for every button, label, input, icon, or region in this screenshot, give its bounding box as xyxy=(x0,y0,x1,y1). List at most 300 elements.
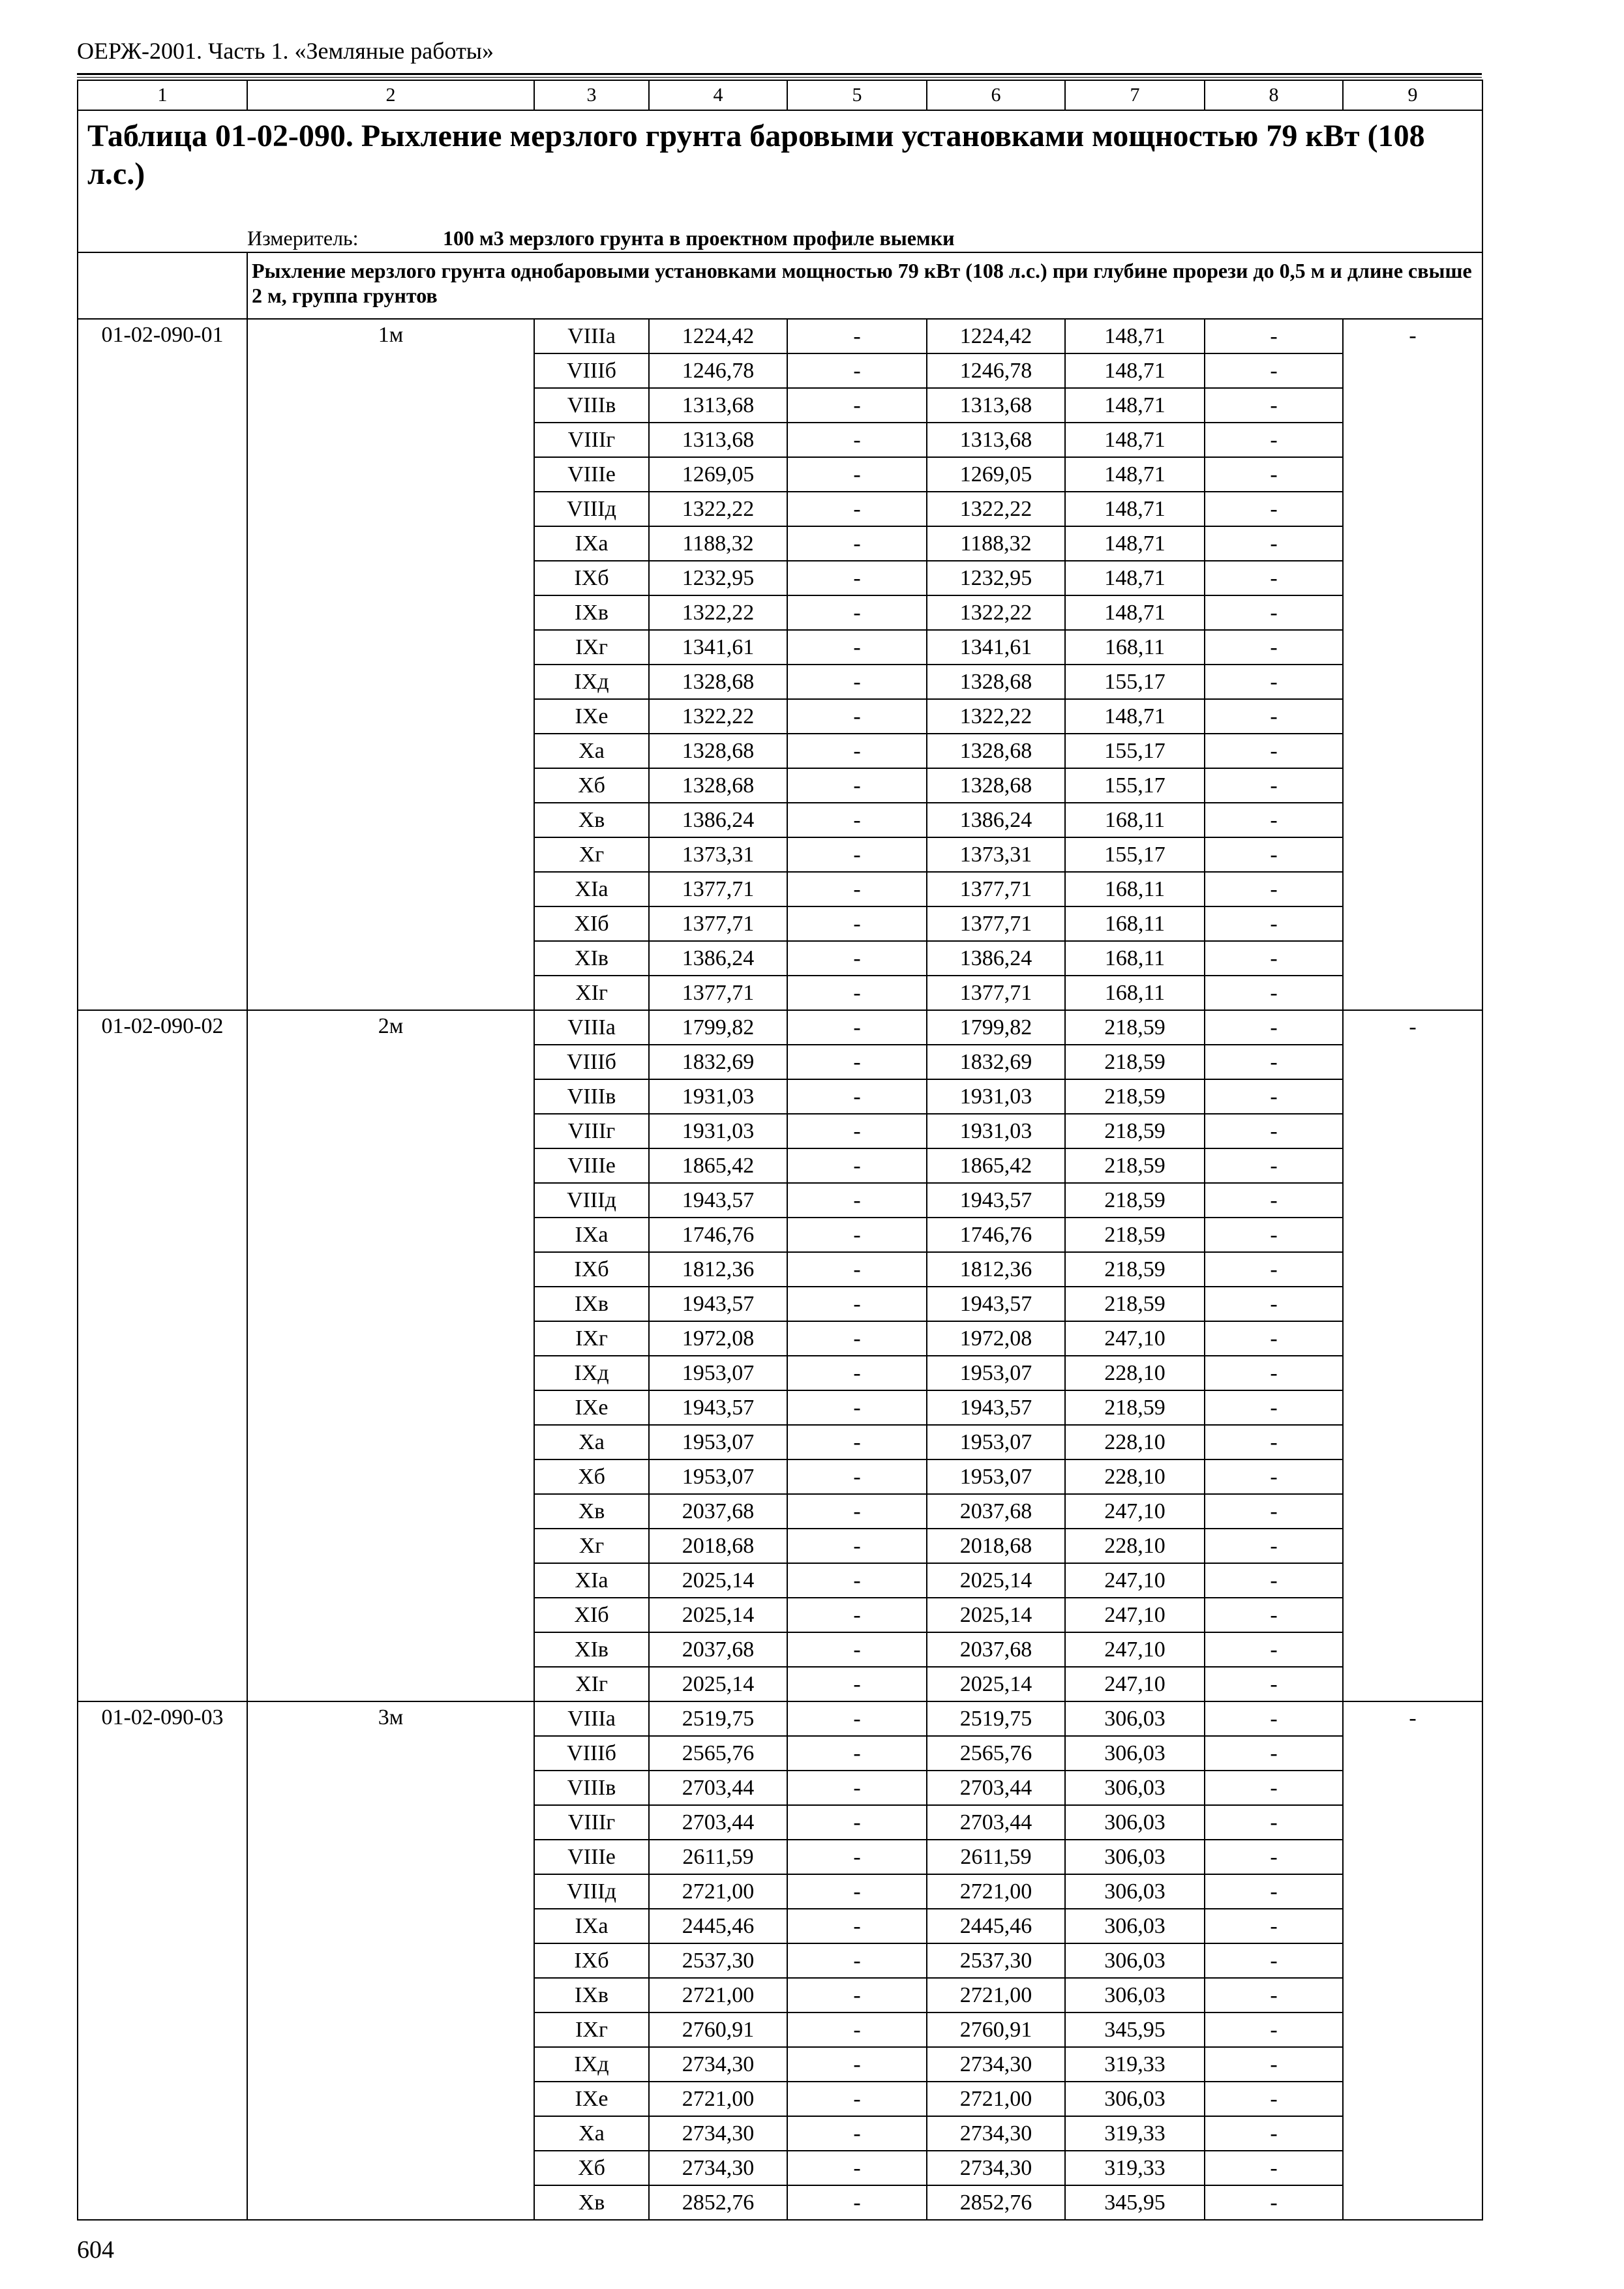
total-cost-cell: 1246,78 xyxy=(649,353,787,388)
col6-cell: 1386,24 xyxy=(927,941,1065,976)
col8-cell: - xyxy=(1205,1494,1343,1529)
column-number: 6 xyxy=(927,80,1065,110)
col6-cell: 1943,57 xyxy=(927,1390,1065,1425)
col8-cell: - xyxy=(1205,768,1343,803)
soil-group-cell: XIб xyxy=(534,1598,649,1632)
total-cost-cell: 2734,30 xyxy=(649,2047,787,2082)
col7-cell: 306,03 xyxy=(1065,1805,1205,1840)
col5-cell: - xyxy=(787,768,927,803)
col5-cell: - xyxy=(787,1218,927,1252)
col8-cell: - xyxy=(1205,492,1343,526)
soil-group-cell: XIг xyxy=(534,976,649,1010)
total-cost-cell: 2037,68 xyxy=(649,1632,787,1667)
soil-group-cell: VIIIв xyxy=(534,1771,649,1805)
col5-cell: - xyxy=(787,1632,927,1667)
total-cost-cell: 2721,00 xyxy=(649,1978,787,2012)
col5-cell: - xyxy=(787,1252,927,1287)
running-title: ОЕРЖ-2001. Часть 1. «Земляные работы» xyxy=(77,38,494,64)
col8-cell: - xyxy=(1205,319,1343,353)
col8-cell: - xyxy=(1205,1771,1343,1805)
col6-cell: 1269,05 xyxy=(927,457,1065,492)
soil-group-cell: VIIIа xyxy=(534,1010,649,1045)
col8-cell: - xyxy=(1205,1045,1343,1079)
col6-cell: 2721,00 xyxy=(927,2082,1065,2116)
col5-cell: - xyxy=(787,1148,927,1183)
col6-cell: 1313,68 xyxy=(927,423,1065,457)
col7-cell: 218,59 xyxy=(1065,1010,1205,1045)
col6-cell: 1943,57 xyxy=(927,1183,1065,1218)
col8-cell: - xyxy=(1205,457,1343,492)
total-cost-cell: 1943,57 xyxy=(649,1390,787,1425)
rates-table xyxy=(77,80,1483,2221)
total-cost-cell: 1377,71 xyxy=(649,976,787,1010)
col8-cell: - xyxy=(1205,1425,1343,1459)
col7-cell: 155,17 xyxy=(1065,665,1205,699)
col7-cell: 148,71 xyxy=(1065,423,1205,457)
col5-cell: - xyxy=(787,2082,927,2116)
col8-cell: - xyxy=(1205,1529,1343,1563)
total-cost-cell: 1373,31 xyxy=(649,837,787,872)
col5-cell: - xyxy=(787,665,927,699)
col6-cell: 2734,30 xyxy=(927,2047,1065,2082)
col6-cell: 1322,22 xyxy=(927,595,1065,630)
col6-cell: 1377,71 xyxy=(927,976,1065,1010)
table-subtitle: Рыхление мерзлого грунта однобаровыми установками мощностью 79 кВт (108 л.с.) при глубине прорези до 0,5 м и длине свыше 2 м, группа грунтов xyxy=(252,259,1472,307)
col7-cell: 319,33 xyxy=(1065,2047,1205,2082)
col6-cell: 1328,68 xyxy=(927,734,1065,768)
total-cost-cell: 1377,71 xyxy=(649,872,787,906)
col7-cell: 247,10 xyxy=(1065,1563,1205,1598)
col5-cell: - xyxy=(787,1114,927,1148)
col5-cell: - xyxy=(787,457,927,492)
col5-cell: - xyxy=(787,423,927,457)
col5-cell: - xyxy=(787,1045,927,1079)
col6-cell: 2025,14 xyxy=(927,1563,1065,1598)
column-number: 2 xyxy=(247,80,534,110)
col8-cell: - xyxy=(1205,1701,1343,1736)
soil-group-cell: IXд xyxy=(534,665,649,699)
soil-group-cell: IXг xyxy=(534,2012,649,2047)
soil-group-cell: IXе xyxy=(534,699,649,734)
table-row xyxy=(78,1701,1482,1736)
unit-label: Измеритель: xyxy=(247,226,359,250)
col5-cell: - xyxy=(787,1390,927,1425)
soil-group-cell: Xа xyxy=(534,734,649,768)
table-row xyxy=(78,319,1482,353)
soil-group-cell: VIIIб xyxy=(534,1736,649,1771)
col8-cell: - xyxy=(1205,906,1343,941)
soil-group-cell: VIIIг xyxy=(534,1114,649,1148)
soil-group-cell: IXб xyxy=(534,561,649,595)
col6-cell: 1386,24 xyxy=(927,803,1065,837)
total-cost-cell: 1386,24 xyxy=(649,803,787,837)
col9-cell: - xyxy=(1343,1701,1482,2220)
soil-group-cell: XIв xyxy=(534,1632,649,1667)
col7-cell: 306,03 xyxy=(1065,1736,1205,1771)
total-cost-cell: 1224,42 xyxy=(649,319,787,353)
col7-cell: 155,17 xyxy=(1065,837,1205,872)
col6-cell: 1377,71 xyxy=(927,872,1065,906)
total-cost-cell: 2565,76 xyxy=(649,1736,787,1771)
col5-cell: - xyxy=(787,1529,927,1563)
soil-group-cell: XIа xyxy=(534,872,649,906)
total-cost-cell: 2025,14 xyxy=(649,1598,787,1632)
col7-cell: 319,33 xyxy=(1065,2116,1205,2151)
col5-cell: - xyxy=(787,1183,927,1218)
column-number: 9 xyxy=(1343,80,1482,110)
col5-cell: - xyxy=(787,2185,927,2220)
col7-cell: 247,10 xyxy=(1065,1321,1205,1356)
col6-cell: 1931,03 xyxy=(927,1114,1065,1148)
col6-cell: 1746,76 xyxy=(927,1218,1065,1252)
col8-cell: - xyxy=(1205,734,1343,768)
total-cost-cell: 1386,24 xyxy=(649,941,787,976)
col5-cell: - xyxy=(787,1356,927,1390)
col5-cell: - xyxy=(787,976,927,1010)
total-cost-cell: 2703,44 xyxy=(649,1805,787,1840)
col6-cell: 1328,68 xyxy=(927,665,1065,699)
col8-cell: - xyxy=(1205,665,1343,699)
col6-cell: 2734,30 xyxy=(927,2116,1065,2151)
soil-group-cell: VIIIд xyxy=(534,1874,649,1909)
col8-cell: - xyxy=(1205,2151,1343,2185)
soil-group-cell: IXа xyxy=(534,1218,649,1252)
col8-cell: - xyxy=(1205,561,1343,595)
col5-cell: - xyxy=(787,353,927,388)
col5-cell: - xyxy=(787,630,927,665)
column-number: 1 xyxy=(78,80,247,110)
total-cost-cell: 1953,07 xyxy=(649,1459,787,1494)
col8-cell: - xyxy=(1205,1840,1343,1874)
col5-cell: - xyxy=(787,872,927,906)
soil-group-cell: VIIIа xyxy=(534,319,649,353)
total-cost-cell: 2537,30 xyxy=(649,1943,787,1978)
col7-cell: 155,17 xyxy=(1065,734,1205,768)
col7-cell: 168,11 xyxy=(1065,906,1205,941)
page-number: 604 xyxy=(77,2236,114,2264)
col7-cell: 247,10 xyxy=(1065,1598,1205,1632)
col8-cell: - xyxy=(1205,1598,1343,1632)
soil-group-cell: VIIIв xyxy=(534,388,649,423)
soil-group-cell: VIIIе xyxy=(534,457,649,492)
col6-cell: 1232,95 xyxy=(927,561,1065,595)
soil-group-cell: IXе xyxy=(534,2082,649,2116)
col7-cell: 247,10 xyxy=(1065,1632,1205,1667)
col8-cell: - xyxy=(1205,1287,1343,1321)
col6-cell: 1931,03 xyxy=(927,1079,1065,1114)
col5-cell: - xyxy=(787,1909,927,1943)
col5-cell: - xyxy=(787,2116,927,2151)
col8-cell: - xyxy=(1205,837,1343,872)
rate-name: 1м xyxy=(247,319,534,1010)
total-cost-cell: 2025,14 xyxy=(649,1563,787,1598)
total-cost-cell: 1232,95 xyxy=(649,561,787,595)
col7-cell: 148,71 xyxy=(1065,526,1205,561)
col5-cell: - xyxy=(787,595,927,630)
soil-group-cell: Xб xyxy=(534,2151,649,2185)
header-rule xyxy=(77,73,1482,75)
col6-cell: 2037,68 xyxy=(927,1632,1065,1667)
soil-group-cell: VIIIг xyxy=(534,423,649,457)
soil-group-cell: VIIIб xyxy=(534,353,649,388)
col8-cell: - xyxy=(1205,1459,1343,1494)
total-cost-cell: 2703,44 xyxy=(649,1771,787,1805)
soil-group-cell: VIIIа xyxy=(534,1701,649,1736)
col8-cell: - xyxy=(1205,2012,1343,2047)
col6-cell: 1188,32 xyxy=(927,526,1065,561)
col7-cell: 218,59 xyxy=(1065,1079,1205,1114)
col7-cell: 306,03 xyxy=(1065,1701,1205,1736)
col5-cell: - xyxy=(787,1287,927,1321)
col7-cell: 247,10 xyxy=(1065,1667,1205,1701)
col6-cell: 2721,00 xyxy=(927,1874,1065,1909)
soil-group-cell: IXв xyxy=(534,1287,649,1321)
col6-cell: 2537,30 xyxy=(927,1943,1065,1978)
col7-cell: 345,95 xyxy=(1065,2185,1205,2220)
col7-cell: 218,59 xyxy=(1065,1252,1205,1287)
soil-group-cell: Xв xyxy=(534,1494,649,1529)
total-cost-cell: 2734,30 xyxy=(649,2151,787,2185)
soil-group-cell: XIв xyxy=(534,941,649,976)
col7-cell: 218,59 xyxy=(1065,1218,1205,1252)
col7-cell: 306,03 xyxy=(1065,1943,1205,1978)
col6-cell: 1972,08 xyxy=(927,1321,1065,1356)
col5-cell: - xyxy=(787,2012,927,2047)
soil-group-cell: Xв xyxy=(534,803,649,837)
col6-cell: 2734,30 xyxy=(927,2151,1065,2185)
subtitle-row xyxy=(78,252,1482,319)
total-cost-cell: 2721,00 xyxy=(649,2082,787,2116)
col7-cell: 148,71 xyxy=(1065,492,1205,526)
col5-cell: - xyxy=(787,699,927,734)
soil-group-cell: IXб xyxy=(534,1943,649,1978)
col5-cell: - xyxy=(787,1598,927,1632)
col8-cell: - xyxy=(1205,630,1343,665)
col5-cell: - xyxy=(787,526,927,561)
col8-cell: - xyxy=(1205,976,1343,1010)
soil-group-cell: VIIIд xyxy=(534,492,649,526)
soil-group-cell: VIIIе xyxy=(534,1840,649,1874)
total-cost-cell: 1799,82 xyxy=(649,1010,787,1045)
col8-cell: - xyxy=(1205,1390,1343,1425)
col7-cell: 319,33 xyxy=(1065,2151,1205,2185)
soil-group-cell: VIIIг xyxy=(534,1805,649,1840)
col8-cell: - xyxy=(1205,1183,1343,1218)
col6-cell: 1832,69 xyxy=(927,1045,1065,1079)
total-cost-cell: 1328,68 xyxy=(649,768,787,803)
col5-cell: - xyxy=(787,1736,927,1771)
table-title-row xyxy=(78,110,1482,224)
col7-cell: 218,59 xyxy=(1065,1114,1205,1148)
col6-cell: 2519,75 xyxy=(927,1701,1065,1736)
col8-cell: - xyxy=(1205,1943,1343,1978)
soil-group-cell: IXа xyxy=(534,526,649,561)
col8-cell: - xyxy=(1205,941,1343,976)
col6-cell: 1328,68 xyxy=(927,768,1065,803)
col8-cell: - xyxy=(1205,1632,1343,1667)
total-cost-cell: 1865,42 xyxy=(649,1148,787,1183)
soil-group-cell: IXг xyxy=(534,630,649,665)
soil-group-cell: XIа xyxy=(534,1563,649,1598)
col7-cell: 148,71 xyxy=(1065,319,1205,353)
soil-group-cell: Xб xyxy=(534,1459,649,1494)
col8-cell: - xyxy=(1205,526,1343,561)
col7-cell: 306,03 xyxy=(1065,1771,1205,1805)
soil-group-cell: IXб xyxy=(534,1252,649,1287)
col6-cell: 1953,07 xyxy=(927,1356,1065,1390)
table-title: Таблица 01-02-090. Рыхление мерзлого грунта баровыми установками мощностью 79 кВт (108 л.с.) xyxy=(87,119,1425,191)
col8-cell: - xyxy=(1205,2082,1343,2116)
col8-cell: - xyxy=(1205,1909,1343,1943)
col6-cell: 1953,07 xyxy=(927,1425,1065,1459)
col7-cell: 168,11 xyxy=(1065,976,1205,1010)
table-body xyxy=(78,80,1482,2220)
col8-cell: - xyxy=(1205,1218,1343,1252)
soil-group-cell: VIIIв xyxy=(534,1079,649,1114)
soil-group-cell: VIIIд xyxy=(534,1183,649,1218)
col6-cell: 1943,57 xyxy=(927,1287,1065,1321)
col7-cell: 306,03 xyxy=(1065,1874,1205,1909)
total-cost-cell: 1322,22 xyxy=(649,595,787,630)
column-number: 5 xyxy=(787,80,927,110)
col5-cell: - xyxy=(787,837,927,872)
col6-cell: 2852,76 xyxy=(927,2185,1065,2220)
col6-cell: 1322,22 xyxy=(927,699,1065,734)
soil-group-cell: IXв xyxy=(534,595,649,630)
total-cost-cell: 2760,91 xyxy=(649,2012,787,2047)
col8-cell: - xyxy=(1205,1356,1343,1390)
col7-cell: 148,71 xyxy=(1065,561,1205,595)
col5-cell: - xyxy=(787,1805,927,1840)
soil-group-cell: IXв xyxy=(534,1978,649,2012)
col8-cell: - xyxy=(1205,1114,1343,1148)
rate-code: 01-02-090-02 xyxy=(78,1010,247,1701)
col9-cell: - xyxy=(1343,1010,1482,1701)
col8-cell: - xyxy=(1205,2185,1343,2220)
col7-cell: 168,11 xyxy=(1065,941,1205,976)
col5-cell: - xyxy=(787,2047,927,2082)
col7-cell: 218,59 xyxy=(1065,1045,1205,1079)
col7-cell: 218,59 xyxy=(1065,1148,1205,1183)
soil-group-cell: IXа xyxy=(534,1909,649,1943)
col7-cell: 306,03 xyxy=(1065,1978,1205,2012)
col6-cell: 2565,76 xyxy=(927,1736,1065,1771)
total-cost-cell: 1377,71 xyxy=(649,906,787,941)
col6-cell: 1812,36 xyxy=(927,1252,1065,1287)
col6-cell: 2721,00 xyxy=(927,1978,1065,2012)
soil-group-cell: XIг xyxy=(534,1667,649,1701)
total-cost-cell: 1746,76 xyxy=(649,1218,787,1252)
col7-cell: 306,03 xyxy=(1065,1840,1205,1874)
col6-cell: 1799,82 xyxy=(927,1010,1065,1045)
col8-cell: - xyxy=(1205,872,1343,906)
soil-group-cell: XIб xyxy=(534,906,649,941)
col7-cell: 247,10 xyxy=(1065,1494,1205,1529)
col5-cell: - xyxy=(787,1321,927,1356)
soil-group-cell: Xг xyxy=(534,837,649,872)
col8-cell: - xyxy=(1205,595,1343,630)
total-cost-cell: 1322,22 xyxy=(649,492,787,526)
col5-cell: - xyxy=(787,1494,927,1529)
col5-cell: - xyxy=(787,319,927,353)
col6-cell: 2025,14 xyxy=(927,1667,1065,1701)
col7-cell: 306,03 xyxy=(1065,1909,1205,1943)
soil-group-cell: IXе xyxy=(534,1390,649,1425)
rate-code: 01-02-090-03 xyxy=(78,1701,247,2220)
col5-cell: - xyxy=(787,734,927,768)
col8-cell: - xyxy=(1205,1874,1343,1909)
total-cost-cell: 2852,76 xyxy=(649,2185,787,2220)
col6-cell: 1224,42 xyxy=(927,319,1065,353)
total-cost-cell: 2519,75 xyxy=(649,1701,787,1736)
col6-cell: 2018,68 xyxy=(927,1529,1065,1563)
col8-cell: - xyxy=(1205,2116,1343,2151)
total-cost-cell: 1832,69 xyxy=(649,1045,787,1079)
col6-cell: 2611,59 xyxy=(927,1840,1065,1874)
total-cost-cell: 2611,59 xyxy=(649,1840,787,1874)
col6-cell: 1953,07 xyxy=(927,1459,1065,1494)
col5-cell: - xyxy=(787,1840,927,1874)
total-cost-cell: 2445,46 xyxy=(649,1909,787,1943)
rate-name: 2м xyxy=(247,1010,534,1701)
col5-cell: - xyxy=(787,2151,927,2185)
col7-cell: 168,11 xyxy=(1065,872,1205,906)
total-cost-cell: 2025,14 xyxy=(649,1667,787,1701)
total-cost-cell: 1943,57 xyxy=(649,1287,787,1321)
col8-cell: - xyxy=(1205,1978,1343,2012)
col6-cell: 1246,78 xyxy=(927,353,1065,388)
col6-cell: 2703,44 xyxy=(927,1771,1065,1805)
col6-cell: 1373,31 xyxy=(927,837,1065,872)
column-number: 4 xyxy=(649,80,787,110)
col5-cell: - xyxy=(787,1563,927,1598)
col5-cell: - xyxy=(787,1459,927,1494)
col6-cell: 1865,42 xyxy=(927,1148,1065,1183)
soil-group-cell: Xв xyxy=(534,2185,649,2220)
col8-cell: - xyxy=(1205,1079,1343,1114)
soil-group-cell: Xа xyxy=(534,2116,649,2151)
col8-cell: - xyxy=(1205,353,1343,388)
col7-cell: 345,95 xyxy=(1065,2012,1205,2047)
soil-group-cell: IXд xyxy=(534,2047,649,2082)
col5-cell: - xyxy=(787,906,927,941)
table-row xyxy=(78,1010,1482,1045)
total-cost-cell: 2734,30 xyxy=(649,2116,787,2151)
col6-cell: 1377,71 xyxy=(927,906,1065,941)
total-cost-cell: 1313,68 xyxy=(649,423,787,457)
col6-cell: 2445,46 xyxy=(927,1909,1065,1943)
column-number: 3 xyxy=(534,80,649,110)
col6-cell: 1322,22 xyxy=(927,492,1065,526)
col6-cell: 2760,91 xyxy=(927,2012,1065,2047)
col8-cell: - xyxy=(1205,1736,1343,1771)
col5-cell: - xyxy=(787,941,927,976)
col7-cell: 218,59 xyxy=(1065,1390,1205,1425)
col7-cell: 155,17 xyxy=(1065,768,1205,803)
col7-cell: 306,03 xyxy=(1065,2082,1205,2116)
total-cost-cell: 2037,68 xyxy=(649,1494,787,1529)
soil-group-cell: VIIIе xyxy=(534,1148,649,1183)
col5-cell: - xyxy=(787,1943,927,1978)
col5-cell: - xyxy=(787,1771,927,1805)
col5-cell: - xyxy=(787,803,927,837)
col9-cell: - xyxy=(1343,319,1482,1010)
col5-cell: - xyxy=(787,1874,927,1909)
soil-group-cell: Xб xyxy=(534,768,649,803)
total-cost-cell: 1812,36 xyxy=(649,1252,787,1287)
col5-cell: - xyxy=(787,1079,927,1114)
col8-cell: - xyxy=(1205,388,1343,423)
